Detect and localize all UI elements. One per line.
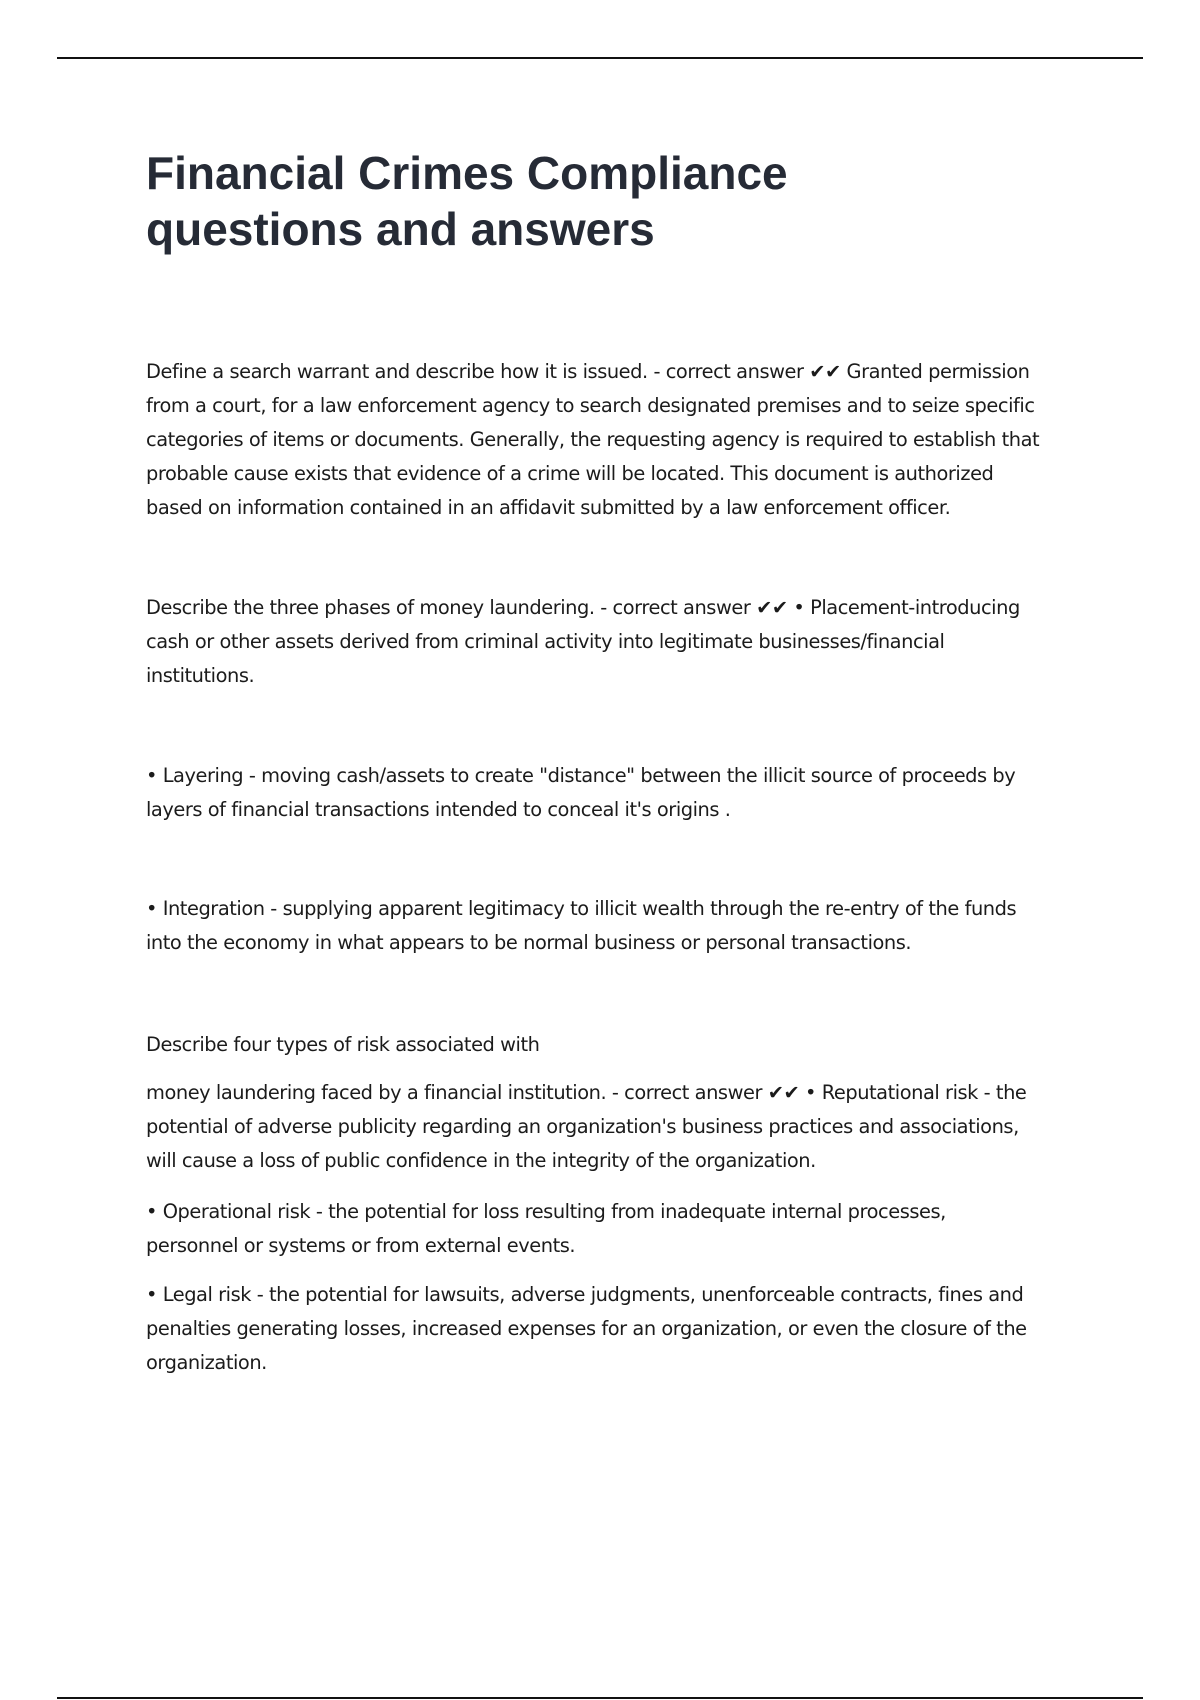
text-line: categories of items or documents. Generally, the requesting agency is required to establish that	[146, 428, 1040, 451]
text-line: probable cause exists that evidence of a crime will be located. This document is authorized	[146, 462, 994, 485]
text-line: from a court, for a law enforcement agency to search designated premises and to seize specific	[146, 394, 1035, 417]
title-line: questions and answers	[146, 203, 655, 255]
answer-reputational-risk	[146, 1076, 1086, 1178]
text-line: will cause a loss of public confidence in the integrity of the organization.	[146, 1149, 816, 1172]
question-laundering-phases	[146, 591, 1086, 693]
text-line: Describe the three phases of money laundering. - correct answer ✔✔ • Placement-introducing	[146, 596, 1020, 619]
page-title	[146, 145, 1106, 257]
text-line: into the economy in what appears to be normal business or personal transactions.	[146, 931, 912, 954]
text-line: organization.	[146, 1351, 267, 1374]
text-line: • Integration - supplying apparent legitimacy to illicit wealth through the re-entry of the funds	[146, 897, 1017, 920]
text-line: layers of financial transactions intended to conceal it's origins .	[146, 798, 731, 821]
text-line: Define a search warrant and describe how it is issued. - correct answer ✔✔ Granted permission	[146, 360, 1030, 383]
text-line: penalties generating losses, increased expenses for an organization, or even the closure of the	[146, 1317, 1027, 1340]
title-line: Financial Crimes Compliance	[146, 147, 788, 199]
question-risk-types	[146, 1028, 1086, 1062]
question-search-warrant	[146, 355, 1086, 525]
text-line: cash or other assets derived from criminal activity into legitimate businesses/financial	[146, 630, 945, 653]
text-line: institutions.	[146, 664, 255, 687]
text-line: • Layering - moving cash/assets to create "distance" between the illicit source of proceeds by	[146, 764, 1016, 787]
answer-bullet-legal-risk	[146, 1278, 1086, 1380]
bottom-divider	[57, 1697, 1143, 1699]
answer-bullet-operational-risk	[146, 1195, 1086, 1263]
answer-bullet-integration	[146, 892, 1086, 960]
text-line: personnel or systems or from external events.	[146, 1234, 576, 1257]
answer-bullet-layering	[146, 759, 1086, 827]
text-line: money laundering faced by a financial institution. - correct answer ✔✔ • Reputational risk - the	[146, 1081, 1027, 1104]
top-divider	[57, 57, 1143, 59]
text-line: • Operational risk - the potential for loss resulting from inadequate internal processes,	[146, 1200, 946, 1223]
text-line: potential of adverse publicity regarding an organization's business practices and associations,	[146, 1115, 1019, 1138]
text-line: based on information contained in an affidavit submitted by a law enforcement officer.	[146, 496, 951, 519]
text-line: • Legal risk - the potential for lawsuits, adverse judgments, unenforceable contracts, fines and	[146, 1283, 1024, 1306]
text-line: Describe four types of risk associated with	[146, 1033, 540, 1056]
